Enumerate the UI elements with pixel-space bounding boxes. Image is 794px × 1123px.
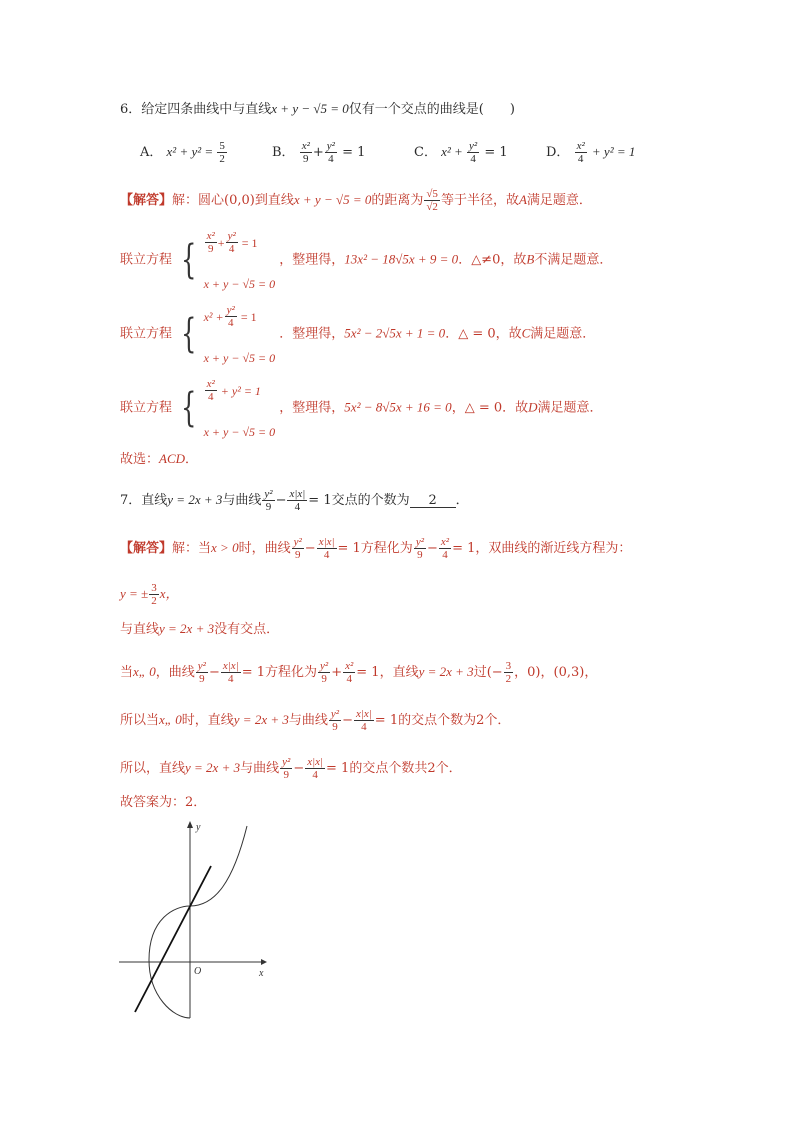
sol-text: ，双曲线的渐近线方程为：: [475, 541, 632, 557]
frac: [205, 230, 217, 255]
system-rhs: = 1: [240, 309, 257, 324]
frac: [225, 304, 237, 329]
frac-den: 4: [470, 153, 476, 166]
sol-text: 与曲线: [240, 761, 280, 777]
sol-text: 过(−: [473, 665, 503, 681]
option-d-label: D．: [546, 145, 570, 161]
system-row: x + y − √5 = 0: [203, 425, 276, 439]
q7-answer: [120, 796, 206, 809]
frac: [439, 536, 451, 561]
frac: [149, 582, 159, 607]
frac: [262, 488, 274, 513]
sol-eq: y = ±: [120, 586, 149, 602]
frac: [329, 708, 341, 733]
q6-title-prefix: 6．给定四条曲线中与直线: [120, 102, 272, 117]
frac: [575, 140, 587, 165]
q7-asymptote: [120, 582, 178, 607]
option-d-tail: + y² = 1: [591, 144, 636, 160]
frac-den: 9: [321, 673, 327, 686]
y-axis-label: y: [196, 822, 201, 833]
brace: {: [181, 311, 197, 357]
q7-title-eq: y = 2x + 3: [167, 492, 223, 508]
sol-text: 的交点个数为: [398, 713, 477, 729]
sol-text: 没有交点．: [214, 622, 280, 637]
frac-den: 9: [199, 673, 205, 686]
frac-num: x|x|: [222, 660, 239, 672]
frac-num: y²: [227, 230, 236, 242]
sol-text: 的距离为: [371, 193, 424, 209]
answer-end: ．: [185, 452, 199, 467]
q6-answer: [120, 452, 198, 466]
sol-eq: y = 2x + 3: [159, 621, 215, 636]
q7-title: 7．直线y = 2x + 3与曲线 $\frac{\text{y²}}{9}$ − $\frac{x|x|}{4}$ = 1交点的个数为 2 ．: [120, 488, 469, 514]
system-row: [204, 378, 276, 403]
frac-num: y²: [326, 140, 335, 152]
frac: [467, 140, 479, 165]
frac: [424, 188, 440, 213]
sol-text: 的交点个数共: [349, 761, 428, 777]
q7-title-text: 与曲线: [222, 493, 262, 509]
system-row: $\frac{\text{x²}}{9}$ + $\frac{\text{y²}}{4}$ = 1: [206, 230, 258, 256]
sol-text: ．△ = 0，故: [445, 326, 522, 342]
frac: [205, 378, 217, 403]
q6-system-d: [120, 378, 603, 438]
sol-eq: 5x² − 8√5x + 16 = 0: [344, 399, 452, 415]
q6-system-c: [120, 304, 595, 364]
system-row: x + y − √5 = 0: [203, 351, 276, 365]
sol-text: ，直线: [379, 665, 419, 681]
solution-tag: 【解答】: [120, 193, 173, 209]
option-c-tail: = 1: [484, 145, 508, 161]
q6-option-a: [140, 140, 228, 165]
sol-text: B: [526, 251, 535, 267]
x-axis-arrow: [261, 959, 267, 965]
option-a-label: A．: [140, 145, 163, 161]
sol-text: 方程化为: [264, 665, 317, 681]
lianli-label: 联立方程: [120, 400, 173, 416]
sol-text: A: [518, 192, 527, 208]
frac-den: 4: [346, 673, 352, 686]
frac-den: √2: [426, 201, 438, 214]
frac: [300, 140, 312, 165]
frac-num: x²: [301, 140, 310, 152]
frac-den: 4: [312, 769, 318, 782]
frac-den: 9: [207, 243, 214, 256]
sol-text: 满足题意．: [526, 193, 592, 209]
q7-eq-rhs: = 1: [308, 493, 332, 509]
frac: [305, 756, 325, 781]
frac: [317, 536, 337, 561]
q6-title-suffix: 仅有一个交点的曲线是( ): [348, 102, 515, 117]
frac-num: y²: [197, 660, 206, 672]
sol-text: 解：圆心: [172, 193, 225, 209]
frac-den: 4: [227, 317, 234, 330]
sol-eq: y = 2x + 3: [418, 664, 474, 680]
frac-num: y²: [226, 304, 235, 316]
sol-text: 2: [476, 713, 485, 729]
frac: [318, 660, 330, 685]
q7-solution-line5: 所以，直线y = 2x + 3与曲线 $\frac{\text{y²}}{9}$ − $\frac{x|x|}{4}$ = 1的交点个数共2个．: [120, 756, 462, 782]
frac-den: 4: [577, 153, 584, 166]
sol-eq: = 1: [356, 665, 380, 681]
sol-eq: 13x² − 18√5x + 9 = 0: [344, 251, 459, 267]
option-c-label: C．: [414, 145, 437, 161]
frac: [221, 660, 241, 685]
frac-den: 2: [505, 673, 512, 686]
lianli-label: 联立方程: [120, 252, 173, 268]
frac: [196, 660, 208, 685]
origin-label: O: [194, 966, 202, 977]
line-y-2x-3: [135, 866, 211, 1012]
sol-text: ，曲线: [155, 665, 195, 681]
frac-den: 4: [361, 721, 367, 734]
q6-option-c: [414, 140, 508, 165]
sol-text: 解：当: [172, 541, 212, 557]
sol-eq: = 1: [452, 541, 476, 557]
brace: {: [181, 237, 197, 283]
sol-eq: = 1: [326, 761, 350, 777]
frac-num: y²: [293, 536, 302, 548]
sol-text: 个．: [435, 761, 462, 777]
q7-solution-line2: [120, 622, 279, 636]
frac-den: 9: [332, 721, 338, 734]
sol-text: C: [521, 325, 531, 341]
frac-num: y²: [330, 708, 340, 720]
frac-den: 9: [417, 549, 423, 562]
frac-num: x|x|: [355, 708, 372, 720]
q6-title: [120, 102, 515, 116]
sol-eq: x + y − √5 = 0: [293, 192, 372, 208]
hyperbola-curve: [190, 826, 247, 906]
solution-tag: 【解答】: [120, 541, 173, 557]
sol-text: (0,0): [224, 193, 255, 209]
sys-text: x² +: [203, 309, 224, 324]
system-rows: [204, 378, 276, 438]
q7-solution-line1: 【解答】解：当x > 0时，曲线 $\frac{\text{y²}}{9}$ − $\frac{x|x|}{4}$ = 1方程化为 $\frac{\text{y²}}{9}$ − $\frac{\text{x²}}{4}$ = 1，双曲线的渐近线方程为：: [120, 536, 632, 562]
frac: [354, 708, 374, 733]
sol-text: 到直线: [254, 193, 294, 209]
system-rhs: + y² = 1: [220, 383, 261, 398]
frac-num: y²: [320, 660, 329, 672]
answer-value: ACD: [159, 451, 186, 466]
equation-system: [176, 378, 275, 438]
frac: [280, 756, 292, 781]
system-rows: [204, 304, 276, 364]
frac: [343, 660, 355, 685]
sol-eq: = 1: [337, 541, 361, 557]
frac-den: 9: [265, 501, 272, 514]
sol-text: 方程化为: [360, 541, 413, 557]
sol-eq: y = 2x + 3: [233, 712, 289, 728]
sol-text: 与直线: [120, 622, 160, 637]
frac-den: 4: [442, 549, 448, 562]
sol-text: 2: [427, 761, 436, 777]
sol-text: 满足题意．: [530, 326, 596, 342]
sol-eq: 5x² − 2√5x + 1 = 0: [344, 325, 446, 341]
sol-text: D: [528, 399, 538, 415]
sol-text: ，△ = 0．故: [451, 400, 529, 416]
sol-text: ，整理得，: [279, 252, 345, 268]
sol-text: ，整理得，: [279, 400, 345, 416]
q7-solution-line4: 所以当x„ 0时，直线y = 2x + 3与曲线 $\frac{\text{y²}}{9}$ − $\frac{x|x|}{4}$ = 1的交点个数为2个．: [120, 708, 511, 734]
q7-title-text: ．: [455, 493, 469, 509]
q7-title-text: 交点的个数为: [331, 493, 410, 509]
frac-den: 4: [228, 243, 235, 256]
answer-blank: 2: [410, 494, 456, 508]
option-c-eq: x² +: [441, 144, 467, 160]
frac-num: y²: [415, 536, 424, 548]
q7-title-text: 7．直线: [120, 493, 168, 509]
frac-den: 4: [328, 153, 334, 166]
frac-den: 4: [228, 673, 234, 686]
sol-eq: x„ 0: [159, 712, 182, 728]
sol-text: 个．: [484, 713, 511, 729]
sol-text: 满足题意．: [537, 400, 603, 416]
brace: {: [181, 385, 197, 431]
option-b-label: B．: [272, 145, 295, 161]
sol-eq: x„ 0: [133, 664, 156, 680]
option-b-tail: = 1: [342, 145, 366, 161]
system-row: [204, 304, 276, 329]
sol-text: 等于半径，故: [440, 193, 519, 209]
sol-eq: = 1: [374, 713, 399, 729]
graph-figure: [115, 818, 275, 1028]
sol-text: 时，曲线: [238, 541, 291, 557]
q6-solution-line1: [120, 188, 592, 213]
frac-num: x|x|: [289, 488, 306, 500]
frac-num: x²: [440, 536, 450, 548]
frac-num: x²: [206, 230, 215, 242]
frac-num: y²: [282, 756, 291, 768]
frac-num: 3: [505, 660, 512, 672]
frac-den: 4: [323, 549, 330, 562]
frac-num: x²: [576, 140, 585, 152]
sol-text: ．△≠0，故: [458, 252, 527, 268]
frac-num: 5: [219, 140, 225, 152]
system-rows: [204, 230, 276, 290]
system-rhs: = 1: [241, 235, 258, 250]
sol-text: 不满足题意．: [534, 252, 613, 268]
frac-den: 9: [283, 769, 289, 782]
answer-label: 故答案为：: [120, 795, 186, 810]
frac-num: y²: [264, 488, 273, 500]
frac-num: x²: [206, 378, 215, 390]
q6-option-d: [546, 140, 635, 165]
answer-value: 2: [185, 795, 194, 810]
x-axis-label: x: [259, 968, 264, 979]
sol-eq: y = 2x + 3: [185, 760, 241, 776]
q6-title-eq: x + y − √5 = 0: [271, 101, 349, 116]
frac-den: 4: [207, 391, 214, 404]
q6-option-b: B． $\frac{\text{x²}}{9}$ + $\frac{\text{y²}}{4}$ = 1: [272, 140, 366, 166]
sol-text: 所以，直线: [120, 761, 186, 777]
frac: [226, 230, 238, 255]
frac-num: 3: [151, 582, 157, 594]
sol-eq: = 1: [241, 665, 265, 681]
y-axis-arrow: [187, 821, 193, 828]
frac-den: 2: [219, 153, 225, 166]
option-a-frac: [217, 140, 227, 165]
lianli-label: 联立方程: [120, 326, 173, 342]
sol-text: 时，直线: [181, 713, 234, 729]
sol-text: 所以当: [120, 713, 160, 729]
equation-system: [176, 230, 275, 290]
frac-den: 9: [303, 153, 309, 166]
frac-den: 2: [151, 595, 157, 608]
sol-text: 与曲线: [288, 713, 328, 729]
sol-text: ．整理得，: [279, 326, 345, 342]
frac-den: 9: [294, 549, 301, 562]
frac: [287, 488, 307, 513]
sol-eq: x > 0: [211, 540, 239, 556]
frac-num: y²: [469, 140, 478, 152]
frac-num: √5: [426, 188, 438, 200]
frac: [504, 660, 514, 685]
sol-text: 当: [120, 665, 134, 681]
frac: [292, 536, 304, 561]
answer-label: 故选：: [120, 452, 160, 467]
frac-num: x|x|: [318, 536, 335, 548]
frac-num: x²: [345, 660, 354, 672]
frac: [325, 140, 337, 165]
frac-den: 4: [294, 501, 301, 514]
sol-text: ，0)，(0,3)，: [514, 665, 598, 681]
system-row: x + y − √5 = 0: [203, 277, 276, 291]
equation-system: [176, 304, 275, 364]
q6-system-b: [120, 230, 612, 290]
frac-num: x|x|: [307, 756, 324, 768]
frac: [414, 536, 426, 561]
sol-eq: x，: [159, 586, 179, 602]
option-a-eq: x² + y² =: [166, 144, 217, 160]
answer-end: ．: [193, 795, 207, 810]
q7-solution-line3: 当x„ 0，曲线 $\frac{\text{y²}}{9}$ − $\frac{x|x|}{4}$ = 1方程化为 $\frac{\text{y²}}{9}$ + $\frac{\text{x²}}{4}$ = 1，直线y = 2x + 3过(− $\frac{3}{2}$ ，0)，(0,3)，: [120, 660, 598, 686]
